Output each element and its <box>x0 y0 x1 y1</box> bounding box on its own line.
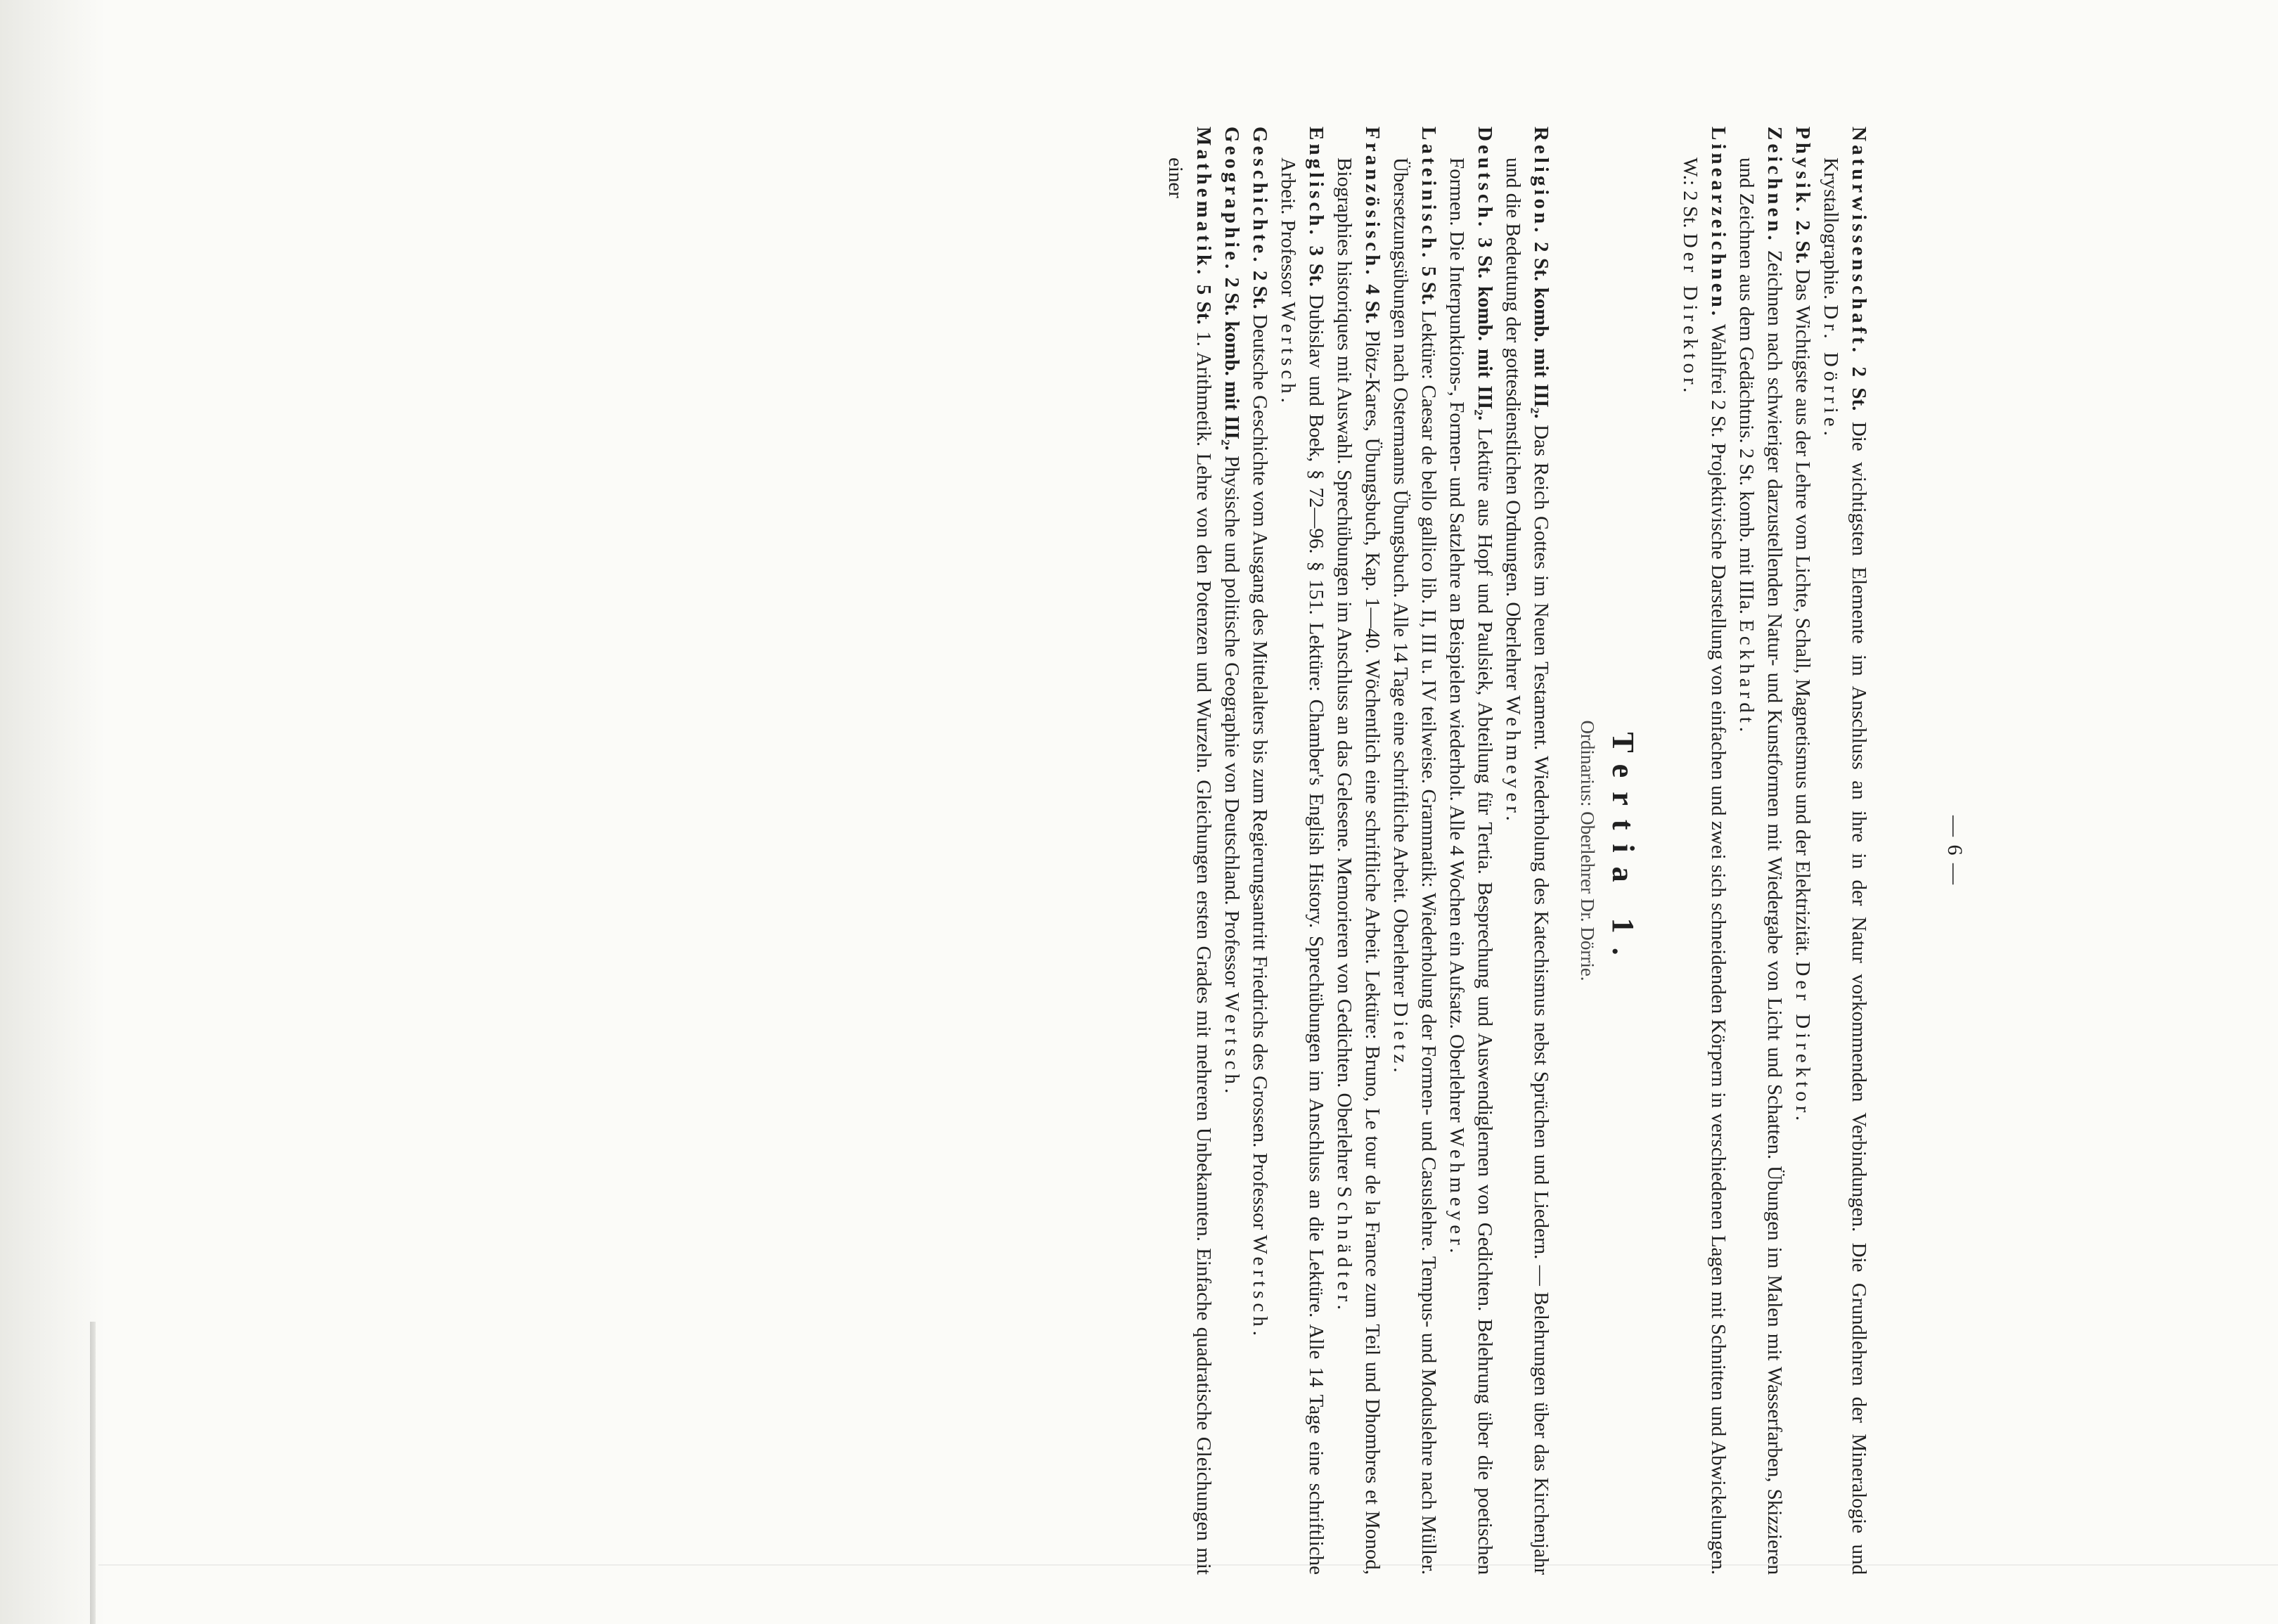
binding-line <box>90 1322 96 1624</box>
course-hours: 2 St. komb. mit III₂. <box>1530 241 1552 419</box>
course-hours: 5 St. <box>1417 266 1440 305</box>
course-hours: 4 St. <box>1361 284 1384 324</box>
course-subject: Englisch. <box>1305 127 1327 238</box>
course-description: Dubislav und Boek, § 72—96. § 151. Lektüre: Chamber's English History. Sprechübungen im Anschluss an die Lektüre. Alle 14 Tage eine schriftliche Arbeit. Professor <box>1277 157 1327 1575</box>
course-subject: Physik. <box>1791 127 1814 216</box>
course-description: Zeichnen nach schwieriger darzustellenden Natur- und Kunstformen mit Wiedergabe von Licht und Schatten. Übungen im Malen mit Wasserfarben, Skizzieren und Zeichnen aus dem Gedächtnis. 2 St. komb. mit IIIa. <box>1735 157 1786 1575</box>
course-description: Das Wichtigste aus der Lehre vom Lichte, Schall, Magnetismus und der Elektrizität. <box>1791 269 1814 957</box>
course-description: 1. Arithmetik. Lehre von den Potenzen und Wurzeln. Gleichungen ersten Grades mit mehreren Unbekannten. Einfache quadratische Gleichungen mit einer <box>1164 157 1215 1575</box>
course-subject: Geschichte. <box>1249 127 1271 266</box>
course-entry <box>1274 127 1330 1575</box>
course-entry <box>1218 127 1246 1575</box>
course-subject: Religion. <box>1530 127 1552 236</box>
course-teacher: Eckhardt. <box>1735 619 1758 737</box>
course-description: Plötz-Kares, Übungsbuch, Kap. 1—40. Wöchentlich eine schriftliche Arbeit. Lektüre: Bruno, Le tour de la France zum Teil und Dhombres et Monod, Biographies historiques mit Auswahl. Sprechübungen im Anschluss an das Gelesene. Memorieren von Gedichten. Oberlehrer <box>1333 157 1384 1575</box>
course-subject: Lateinisch. <box>1417 127 1440 262</box>
course-subject: Zeichnen. <box>1763 127 1786 244</box>
course-hours: 3 St. <box>1305 245 1327 287</box>
course-hours: 2 St. komb. mit III₂. <box>1221 277 1243 451</box>
course-list-tertia <box>1161 127 1555 1575</box>
course-teacher: Der Direktor. <box>1679 233 1701 397</box>
course-hours: 2 St. <box>1249 270 1271 309</box>
course-entry <box>1817 127 1873 1575</box>
course-description: Das Reich Gottes im Neuen Testament. Wiederholung des Katechismus nebst Sprüchen und Liedern. — Belehrungen über das Kirchenjahr und die Bedeutung der gottesdienstlichen Ordnungen. Oberlehrer <box>1502 157 1552 1575</box>
page-number: — 6 — <box>1943 816 1967 886</box>
course-subject: Naturwissenschaft. <box>1848 127 1870 356</box>
course-subject: Geographie. <box>1221 127 1243 273</box>
course-subject: Linearzeichnen. <box>1707 127 1730 319</box>
course-subject: Mathematik. <box>1192 127 1215 278</box>
course-entry <box>1789 127 1817 1575</box>
course-entry <box>1676 127 1732 1575</box>
course-description: Lektüre: Caesar de bello gallico lib. II, III u. IV teilweise. Grammatik: Wiederholung der Formen- und Casuslehre. Tempus- und Moduslehre nach Müller. Übersetzungsübungen nach Ostermanns Übungsbuch. Alle 14 Tage eine schriftliche Arbeit. Oberlehrer <box>1389 157 1440 1575</box>
course-description: Lektüre aus Hopf und Paulsiek, Abteilung für Tertia. Besprechung und Auswendiglernen von Gedichten. Belehrung über die poetischen Formen. Die Interpunktions-, Formen- und Satzlehre an Beispielen wiederholt. Alle 4 Wochen ein Aufsatz. Oberlehrer <box>1446 157 1496 1575</box>
course-entry <box>1246 127 1274 1575</box>
course-teacher: Wehmeyer. <box>1502 695 1524 825</box>
course-teacher: Wertsch. <box>1277 302 1299 407</box>
course-hours: 2 St. <box>1848 366 1870 411</box>
course-entry <box>1386 127 1443 1575</box>
course-teacher: Der Direktor. <box>1791 961 1814 1126</box>
course-description: Wahlfrei 2 St. Projektivische Darstellung von einfachen und zwei sich schneidenden Körpern in verschiedenen Lagen mit Schnitten und Abwickelungen. W.: 2 St. <box>1679 157 1730 1575</box>
section-heading: Tertia 1. <box>1606 732 1640 969</box>
course-teacher: Dr. Dörrie. <box>1820 304 1842 440</box>
course-hours: 2. St. <box>1791 220 1814 264</box>
course-subject: Deutsch. <box>1474 127 1496 231</box>
course-entry <box>1732 127 1789 1575</box>
course-description: Physische und politische Geographie von Deutschland. Professor <box>1221 456 1243 988</box>
course-entry <box>1499 127 1555 1575</box>
course-entry <box>1330 127 1386 1575</box>
course-subject: Französisch. <box>1361 127 1384 278</box>
course-teacher: Wehmeyer. <box>1446 1127 1468 1258</box>
course-hours: 5 St. <box>1192 284 1215 325</box>
course-teacher: Wertsch. <box>1221 992 1243 1098</box>
ordinarius-line: Ordinarius: Oberlehrer Dr. Dörrie. <box>1577 720 1598 981</box>
course-teacher: Wertsch. <box>1249 1235 1271 1340</box>
course-entry <box>1161 127 1218 1575</box>
course-description: Deutsche Geschichte vom Ausgang des Mittelalters bis zum Regierungsantritt Friedrichs des Grossen. Professor <box>1249 314 1271 1230</box>
course-teacher: Dietz. <box>1389 1002 1412 1077</box>
course-list-upper <box>1676 127 1873 1575</box>
course-teacher: Schnädter. <box>1333 1186 1356 1314</box>
course-description: Die wichtigsten Elemente im Anschluss an ihre in der Natur vorkommenden Verbindungen. Die Grundlehren der Mineralogie und Krystallographie. <box>1820 157 1870 1575</box>
course-entry <box>1443 127 1499 1575</box>
course-hours: 3 St. komb. mit III₂. <box>1474 237 1496 421</box>
rotated-text-block <box>225 127 1969 1575</box>
